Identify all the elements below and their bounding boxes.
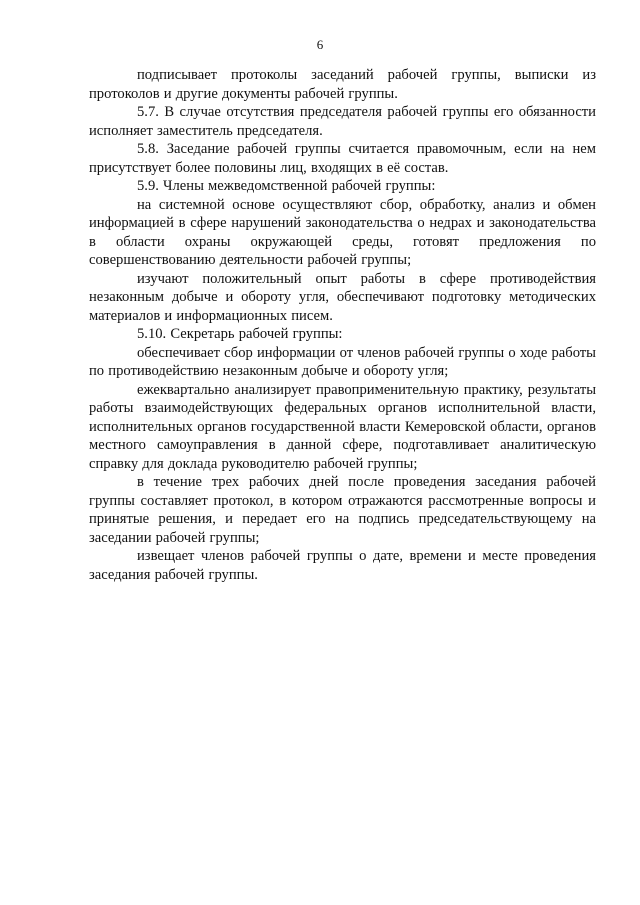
paragraph-members-duty-1: на системной основе осуществляют сбор, обработку, анализ и обмен информацией в сфере нарушений законодательства о недрах и законодательства в области охраны окружающей среды, готовят предложения по совершенствованию деятельности рабочей группы; <box>89 196 596 268</box>
paragraph-secretary-duty-3: в течение трех рабочих дней после проведения заседания рабочей группы составляет протокол, в котором отражаются рассмотренные вопросы и принятые решения, и передает его на подпись председательствующему на заседании рабочей группы; <box>89 474 596 546</box>
paragraph-secretary-duty-1: обеспечивает сбор информации от членов рабочей группы о ходе работы по противодействию незаконным добыче и обороту угля; <box>89 344 596 379</box>
paragraph-5-8: 5.8. Заседание рабочей группы считается правомочным, если на нем присутствует более половины лиц, входящих в её состав. <box>89 141 596 176</box>
page-number: 6 <box>316 37 324 52</box>
paragraph-signing-duties: подписывает протоколы заседаний рабочей группы, выписки из протоколов и другие документы рабочей группы. <box>89 67 596 102</box>
paragraph-5-7: 5.7. В случае отсутствия председателя рабочей группы его обязанности исполняет заместитель председателя. <box>89 104 596 139</box>
paragraph-secretary-duty-4: извещает членов рабочей группы о дате, времени и месте проведения заседания рабочей группы. <box>89 548 596 583</box>
paragraph-members-duty-2: изучают положительный опыт работы в сфере противодействия незаконным добыче и обороту угля, обеспечивают подготовку методических материалов и информационных писем. <box>89 270 596 324</box>
document-body <box>89 66 596 584</box>
paragraph-5-10-heading: 5.10. Секретарь рабочей группы: <box>137 326 343 342</box>
paragraph-secretary-duty-2: ежеквартально анализирует правоприменительную практику, результаты работы взаимодействующих федеральных органов исполнительной власти, исполнительных органов государственной власти Кемеровской области, органов местного самоуправления в данной сфере, подготавливает аналитическую справку для доклада руководителю рабочей группы; <box>89 381 596 472</box>
paragraph-5-9-heading: 5.9. Члены межведомственной рабочей группы: <box>137 178 436 194</box>
